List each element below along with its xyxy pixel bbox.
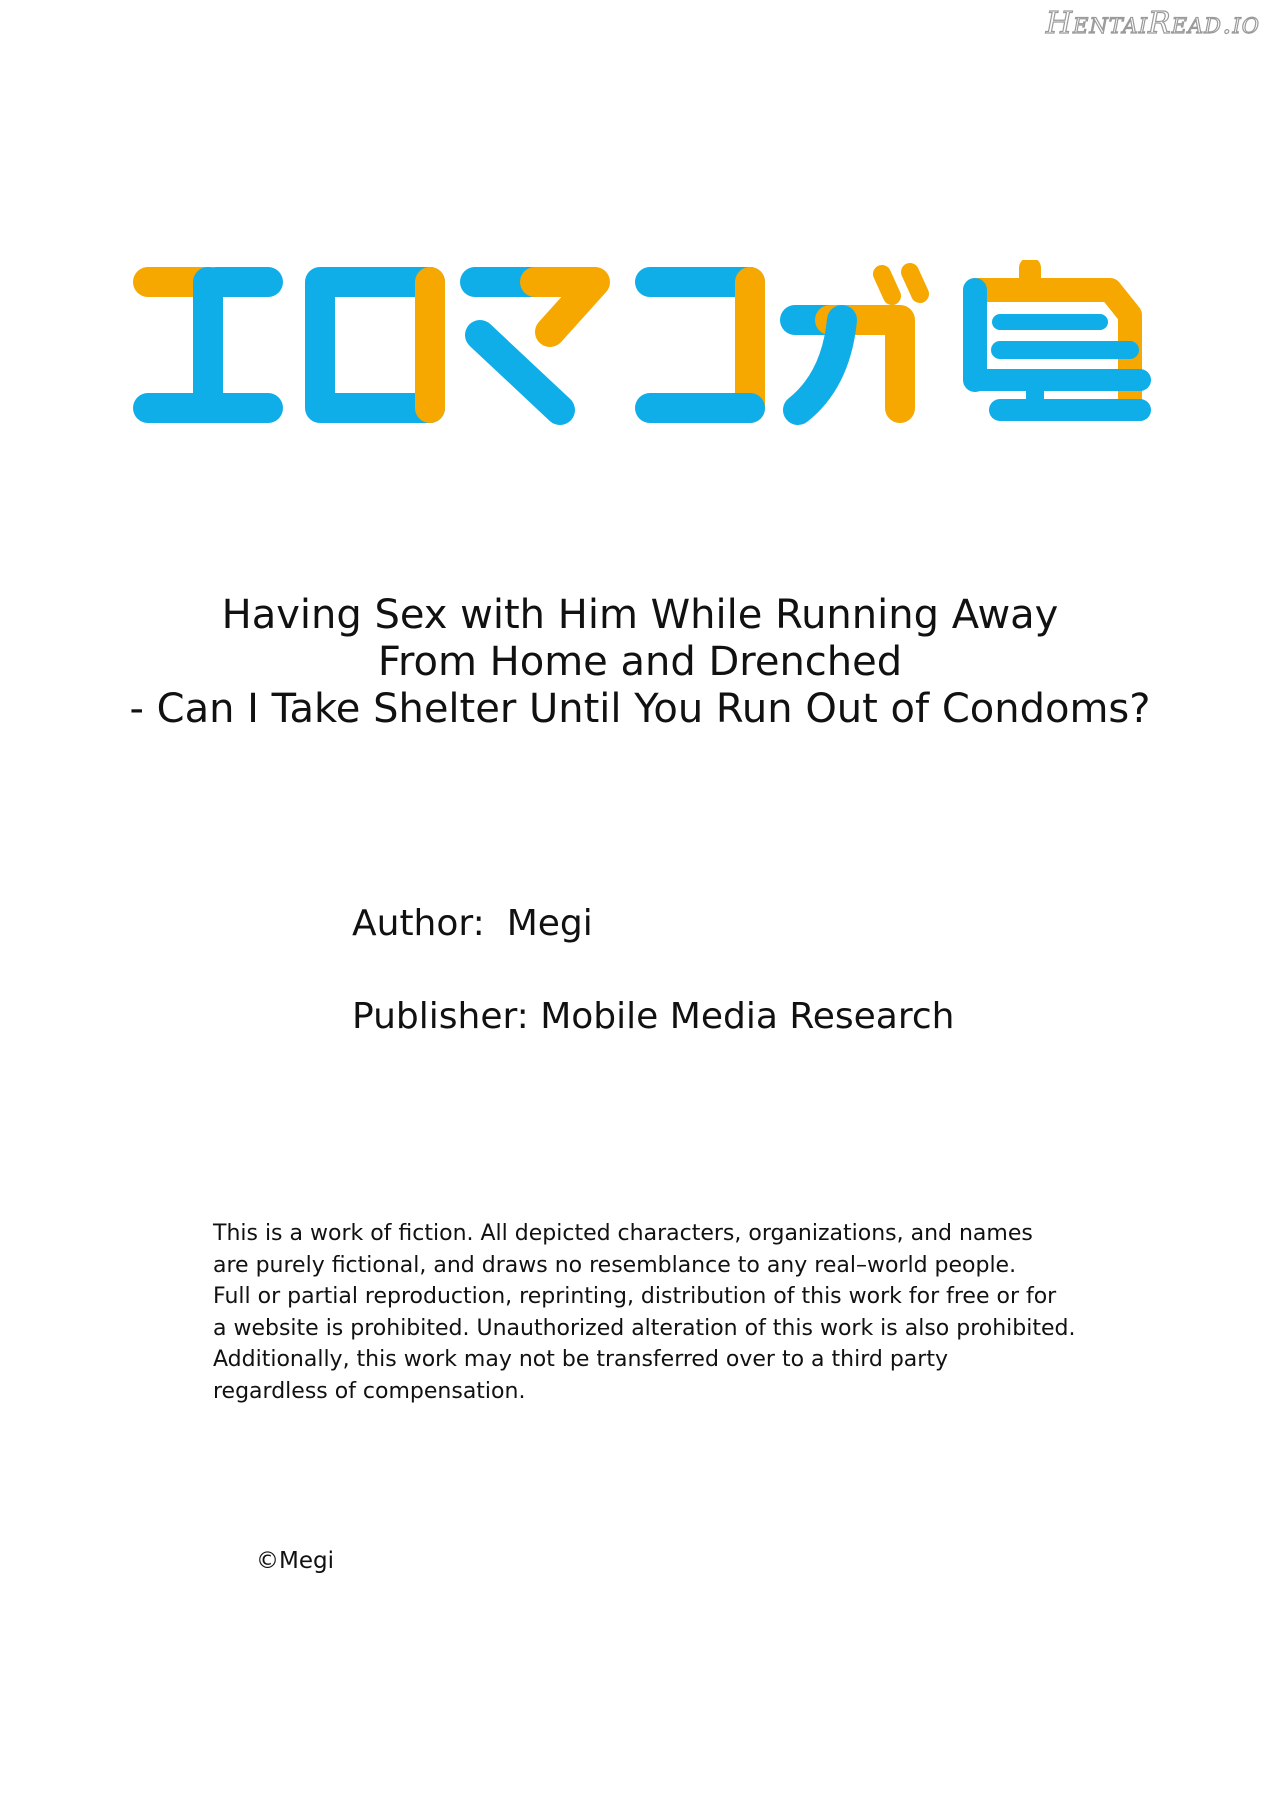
disclaimer-line-5: Additionally, this work may not be transferred over to a third party	[213, 1347, 948, 1372]
title-line-3: - Can I Take Shelter Until You Run Out of Condoms?	[129, 686, 1151, 732]
disclaimer-line-2: are purely fictional, and draws no resemblance to any real–world people.	[213, 1252, 1017, 1278]
copyright-notice: ©Megi	[256, 1548, 334, 1574]
title-line-1: Having Sex with Him While Running Away	[221, 592, 1059, 638]
publisher-label: Publisher:	[352, 996, 529, 1037]
disclaimer-line-6: regardless of compensation.	[213, 1378, 526, 1404]
disclaimer-line-3: Full or partial reproduction, reprinting, distribution of this work for free or for	[213, 1284, 1057, 1309]
logo-glyph-ga	[795, 272, 920, 410]
publisher-name: Mobile Media Research	[540, 996, 955, 1037]
author-name: Megi	[506, 903, 593, 944]
site-watermark: HentaiRead.io	[1045, 6, 1260, 41]
disclaimer-line-1: This is a work of fiction. All depicted characters, organizations, and names	[213, 1221, 1033, 1246]
logo-glyph-ma	[475, 282, 595, 410]
author-credit	[352, 903, 593, 944]
comic-title	[0, 592, 1280, 733]
disclaimer-line-4: a website is prohibited. Unauthorized alteration of this work is also prohibited.	[213, 1315, 1076, 1341]
legal-disclaimer	[213, 1218, 1076, 1407]
logo-glyph-shima	[975, 268, 1140, 410]
logo-glyph-n	[650, 282, 750, 408]
logo-glyph-e	[148, 282, 268, 408]
author-label: Author:	[352, 903, 485, 944]
publisher-logo	[130, 260, 1160, 430]
title-line-2: From Home and Drenched	[377, 639, 903, 685]
logo-glyph-ro	[320, 282, 430, 408]
publisher-credit	[352, 996, 954, 1037]
